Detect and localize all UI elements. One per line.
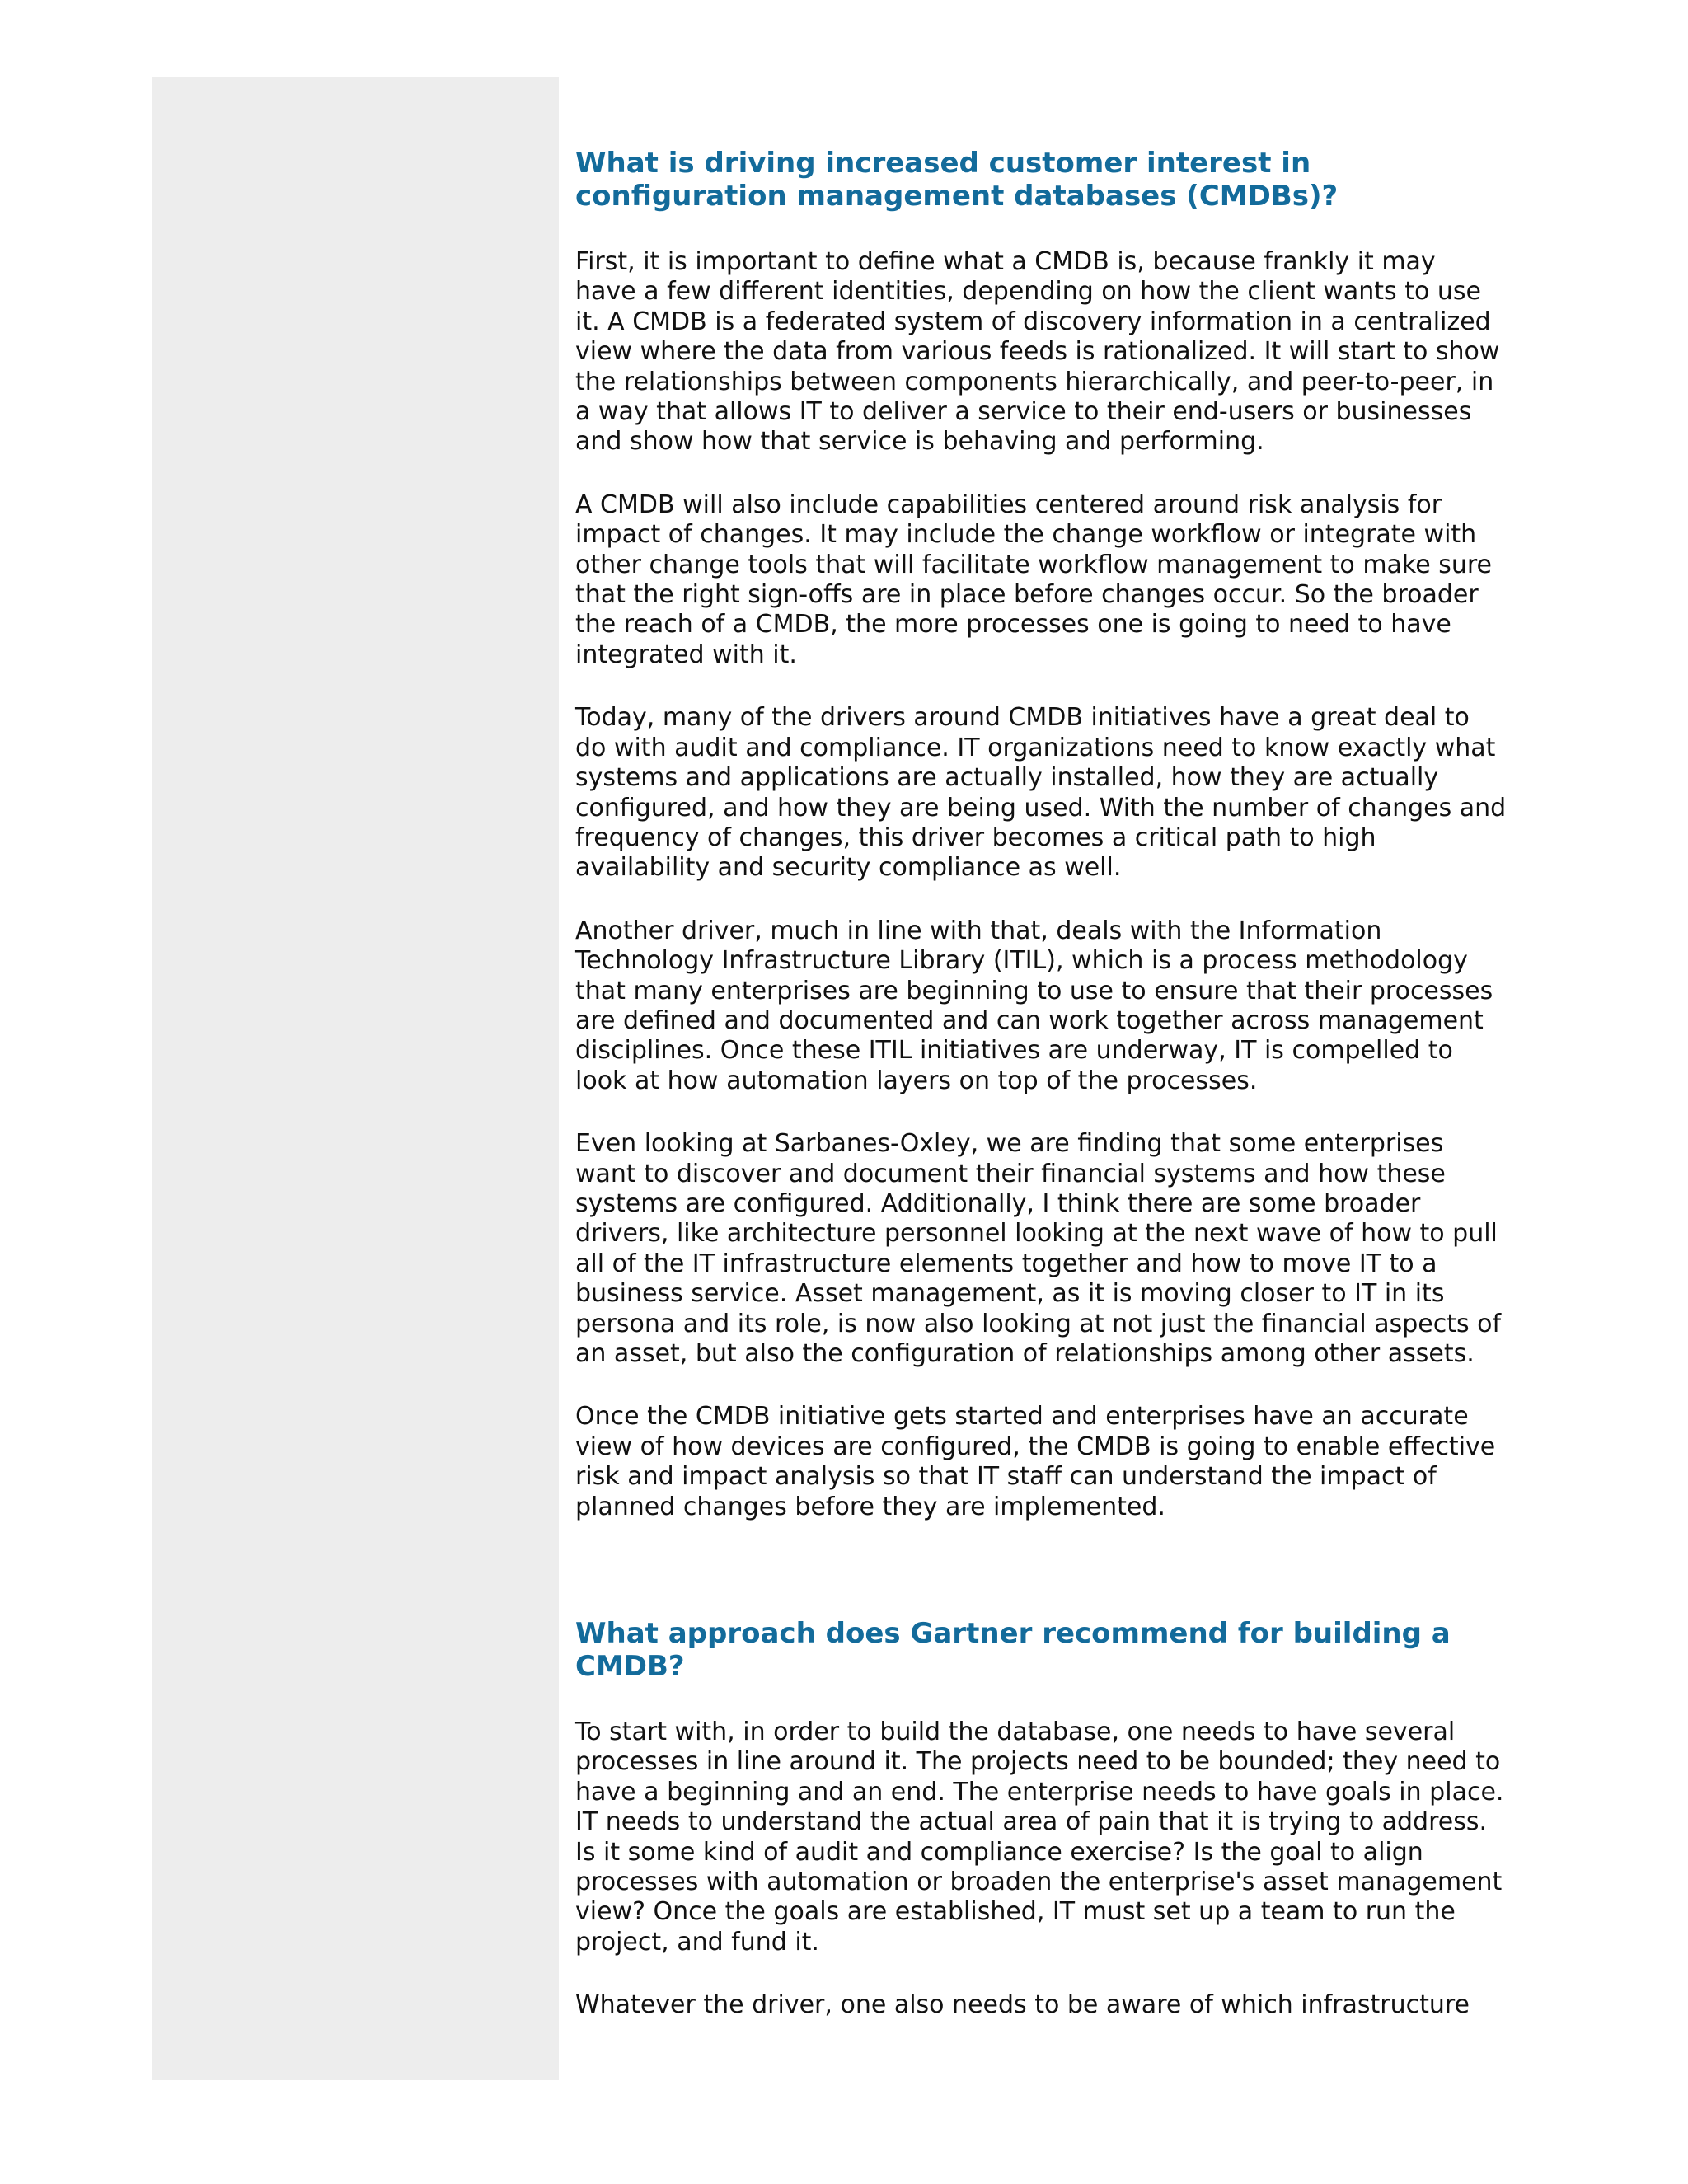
paragraph: First, it is important to define what a CMDB is, because frankly it may have a few different identities, depending on how the client wants to use it. A CMDB is a federated system of discovery information in a centralized view where the data from various feeds is rationalized. It will start to show the relationships between components hierarchically, and peer-to-peer, in a way that allows IT to deliver a service to their end-users or businesses and show how that service is behaving and performing. <box>575 247 1500 457</box>
paragraph: A CMDB will also include capabilities centered around risk analysis for impact of changes. It may include the change workflow or integrate with other change tools that will facilitate workflow management to make sure that the right sign-offs are in place before changes occur. So the broader the reach of a CMDB, the more processes one is going to need to have integrated with it. <box>575 490 1493 669</box>
paragraph: Whatever the driver, one also needs to be aware of which infrastructure <box>575 1990 1470 2020</box>
section-heading-gartner-approach: What approach does Gartner recommend for building a CMDB? <box>575 1617 1451 1684</box>
paragraph: Even looking at Sarbanes-Oxley, we are finding that some enterprises want to discover and document their financial systems and how these systems are configured. Additionally, I think there are some broader drivers, like architecture personnel looking at the next wave of how to pull all of the IT infrastructure elements together and how to move IT to a business service. Asset management, as it is moving closer to IT in its persona and its role, is now also looking at not just the financial aspects of an asset, but also the configuration of relationships among other assets. <box>575 1129 1502 1368</box>
left-sidebar-panel <box>152 77 559 2080</box>
paragraph: Another driver, much in line with that, deals with the Information Technology Infrastructure Library (ITIL), which is a process methodology that many enterprises are beginning to use to ensure that their processes are defined and documented and can work together across management disciplines. Once these ITIL initiatives are underway, IT is compelled to look at how automation layers on top of the processes. <box>575 916 1493 1095</box>
paragraph: Once the CMDB initiative gets started and enterprises have an accurate view of how devices are configured, the CMDB is going to enable effective risk and impact analysis so that IT staff can understand the impact of planned changes before they are implemented. <box>575 1402 1496 1521</box>
section-spacer <box>575 1522 1523 1617</box>
section-heading-cmdb-interest: What is driving increased customer interest in configuration management databases (CMDBs)? <box>575 147 1339 213</box>
paragraph: To start with, in order to build the database, one needs to have several processes in line around it. The projects need to be bounded; they need to have a beginning and an end. The enterprise needs to have goals in place. IT needs to understand the actual area of pain that it is trying to address. Is it some kind of audit and compliance exercise? Is the goal to align processes with automation or broaden the enterprise's asset management view? Once the goals are established, IT must set up a team to run the project, and fund it. <box>575 1718 1504 1957</box>
paragraph: Today, many of the drivers around CMDB initiatives have a great deal to do with audit and compliance. IT organizations need to know exactly what systems and applications are actually installed, how they are actually configured, and how they are being used. With the number of changes and frequency of changes, this driver becomes a critical path to high availability and security compliance as well. <box>575 703 1507 883</box>
article-content <box>575 147 1523 2021</box>
